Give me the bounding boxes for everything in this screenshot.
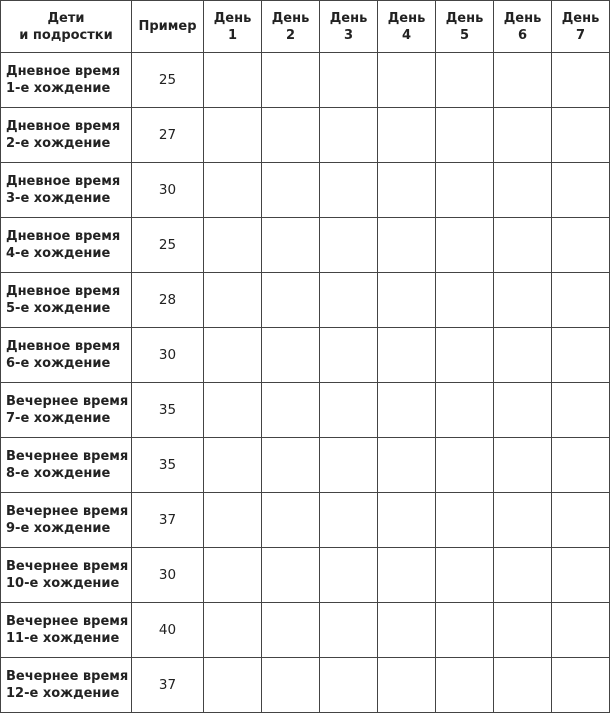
header-day-3 bbox=[320, 1, 378, 53]
row-walk: 10-е хождение bbox=[6, 576, 120, 591]
table-row bbox=[1, 328, 610, 383]
row-period: Вечернее время bbox=[6, 394, 129, 409]
row-walk: 9-е хождение bbox=[6, 521, 111, 536]
day-cell[interactable] bbox=[378, 493, 436, 548]
day-cell[interactable] bbox=[262, 603, 320, 658]
day-cell[interactable] bbox=[378, 218, 436, 273]
row-period: Вечернее время bbox=[6, 504, 129, 519]
header-day-number: 6 bbox=[517, 27, 528, 43]
row-example-value: 37 bbox=[132, 658, 204, 713]
day-cell[interactable] bbox=[494, 493, 552, 548]
day-cell[interactable] bbox=[262, 438, 320, 493]
row-example-value: 35 bbox=[132, 438, 204, 493]
day-cell[interactable] bbox=[262, 163, 320, 218]
day-cell[interactable] bbox=[494, 603, 552, 658]
day-cell[interactable] bbox=[320, 548, 378, 603]
day-cell[interactable] bbox=[494, 548, 552, 603]
row-label bbox=[1, 163, 132, 218]
row-period: Вечернее время bbox=[6, 449, 129, 464]
row-walk: 12-е хождение bbox=[6, 686, 120, 701]
header-day-number: 3 bbox=[343, 27, 354, 43]
day-cell[interactable] bbox=[378, 328, 436, 383]
day-cell[interactable] bbox=[204, 548, 262, 603]
day-cell[interactable] bbox=[552, 108, 610, 163]
row-walk: 11-е хождение bbox=[6, 631, 120, 646]
header-day-word: День bbox=[445, 10, 484, 26]
table-row bbox=[1, 53, 610, 108]
day-cell[interactable] bbox=[436, 438, 494, 493]
day-cell[interactable] bbox=[204, 53, 262, 108]
day-cell[interactable] bbox=[378, 273, 436, 328]
day-cell[interactable] bbox=[436, 603, 494, 658]
header-category bbox=[1, 1, 132, 53]
day-cell[interactable] bbox=[436, 108, 494, 163]
day-cell[interactable] bbox=[436, 53, 494, 108]
day-cell[interactable] bbox=[320, 328, 378, 383]
day-cell[interactable] bbox=[436, 163, 494, 218]
day-cell[interactable] bbox=[262, 383, 320, 438]
header-day-5 bbox=[436, 1, 494, 53]
day-cell[interactable] bbox=[204, 328, 262, 383]
day-cell[interactable] bbox=[552, 163, 610, 218]
row-walk: 6-е хождение bbox=[6, 356, 111, 371]
day-cell[interactable] bbox=[552, 438, 610, 493]
day-cell[interactable] bbox=[436, 218, 494, 273]
header-day-number: 7 bbox=[575, 27, 586, 43]
row-label bbox=[1, 273, 132, 328]
day-cell[interactable] bbox=[378, 108, 436, 163]
header-category-line: Дети bbox=[47, 10, 85, 26]
day-cell[interactable] bbox=[436, 548, 494, 603]
row-period: Дневное время bbox=[6, 174, 121, 189]
day-cell[interactable] bbox=[494, 658, 552, 713]
header-day-word: День bbox=[271, 10, 310, 26]
day-cell[interactable] bbox=[436, 328, 494, 383]
row-example-value: 30 bbox=[132, 328, 204, 383]
day-cell[interactable] bbox=[494, 163, 552, 218]
row-example-value: 35 bbox=[132, 383, 204, 438]
table-row bbox=[1, 493, 610, 548]
header-day-6 bbox=[494, 1, 552, 53]
row-label bbox=[1, 328, 132, 383]
day-cell[interactable] bbox=[204, 603, 262, 658]
row-period: Дневное время bbox=[6, 119, 121, 134]
day-cell[interactable] bbox=[320, 658, 378, 713]
day-cell[interactable] bbox=[494, 438, 552, 493]
row-walk: 2-е хождение bbox=[6, 136, 111, 151]
header-day-1 bbox=[204, 1, 262, 53]
row-walk: 4-е хождение bbox=[6, 246, 111, 261]
row-period: Дневное время bbox=[6, 229, 121, 244]
row-label bbox=[1, 108, 132, 163]
header-row bbox=[1, 1, 610, 53]
day-cell[interactable] bbox=[552, 493, 610, 548]
header-day-word: День bbox=[503, 10, 542, 26]
row-walk: 8-е хождение bbox=[6, 466, 111, 481]
day-cell[interactable] bbox=[204, 383, 262, 438]
day-cell[interactable] bbox=[494, 383, 552, 438]
row-example-value: 25 bbox=[132, 53, 204, 108]
day-cell[interactable] bbox=[494, 53, 552, 108]
row-example-value: 25 bbox=[132, 218, 204, 273]
day-cell[interactable] bbox=[378, 163, 436, 218]
row-example-value: 40 bbox=[132, 603, 204, 658]
header-day-number: 5 bbox=[459, 27, 470, 43]
row-example-value: 28 bbox=[132, 273, 204, 328]
table-row bbox=[1, 218, 610, 273]
day-cell[interactable] bbox=[320, 438, 378, 493]
day-cell[interactable] bbox=[494, 328, 552, 383]
day-cell[interactable] bbox=[204, 273, 262, 328]
row-example-value: 37 bbox=[132, 493, 204, 548]
row-label bbox=[1, 383, 132, 438]
day-cell[interactable] bbox=[552, 273, 610, 328]
header-day-2 bbox=[262, 1, 320, 53]
day-cell[interactable] bbox=[262, 53, 320, 108]
row-period: Вечернее время bbox=[6, 614, 129, 629]
row-label bbox=[1, 438, 132, 493]
day-cell[interactable] bbox=[552, 658, 610, 713]
day-cell[interactable] bbox=[320, 273, 378, 328]
header-day-word: День bbox=[329, 10, 368, 26]
day-cell[interactable] bbox=[320, 53, 378, 108]
row-label bbox=[1, 603, 132, 658]
day-cell[interactable] bbox=[262, 328, 320, 383]
day-cell[interactable] bbox=[320, 603, 378, 658]
row-walk: 3-е хождение bbox=[6, 191, 111, 206]
day-cell[interactable] bbox=[378, 603, 436, 658]
row-period: Вечернее время bbox=[6, 559, 129, 574]
day-cell[interactable] bbox=[204, 438, 262, 493]
day-cell[interactable] bbox=[436, 273, 494, 328]
day-cell[interactable] bbox=[436, 493, 494, 548]
row-label bbox=[1, 218, 132, 273]
day-cell[interactable] bbox=[320, 218, 378, 273]
day-cell[interactable] bbox=[320, 383, 378, 438]
table-row bbox=[1, 603, 610, 658]
row-period: Дневное время bbox=[6, 339, 121, 354]
day-cell[interactable] bbox=[378, 548, 436, 603]
row-period: Дневное время bbox=[6, 284, 121, 299]
day-cell[interactable] bbox=[204, 493, 262, 548]
row-label bbox=[1, 53, 132, 108]
day-cell[interactable] bbox=[320, 163, 378, 218]
day-cell[interactable] bbox=[378, 53, 436, 108]
table-row bbox=[1, 658, 610, 713]
row-label bbox=[1, 493, 132, 548]
day-cell[interactable] bbox=[552, 603, 610, 658]
day-cell[interactable] bbox=[262, 658, 320, 713]
day-cell[interactable] bbox=[378, 438, 436, 493]
header-category-line: и подростки bbox=[19, 27, 113, 43]
day-cell[interactable] bbox=[320, 108, 378, 163]
header-day-word: День bbox=[561, 10, 600, 26]
day-cell[interactable] bbox=[494, 273, 552, 328]
day-cell[interactable] bbox=[552, 53, 610, 108]
header-day-number: 4 bbox=[401, 27, 412, 43]
table-row bbox=[1, 163, 610, 218]
day-cell[interactable] bbox=[378, 658, 436, 713]
row-label bbox=[1, 548, 132, 603]
day-cell[interactable] bbox=[262, 273, 320, 328]
table-row bbox=[1, 273, 610, 328]
day-cell[interactable] bbox=[378, 383, 436, 438]
day-cell[interactable] bbox=[262, 493, 320, 548]
day-cell[interactable] bbox=[436, 658, 494, 713]
row-example-value: 30 bbox=[132, 163, 204, 218]
day-cell[interactable] bbox=[262, 218, 320, 273]
header-day-word: День bbox=[213, 10, 252, 26]
day-cell[interactable] bbox=[204, 108, 262, 163]
header-day-4 bbox=[378, 1, 436, 53]
day-cell[interactable] bbox=[262, 108, 320, 163]
day-cell[interactable] bbox=[320, 493, 378, 548]
header-day-7 bbox=[552, 1, 610, 53]
row-example-value: 30 bbox=[132, 548, 204, 603]
day-cell[interactable] bbox=[204, 218, 262, 273]
day-cell[interactable] bbox=[204, 163, 262, 218]
day-cell[interactable] bbox=[262, 548, 320, 603]
day-cell[interactable] bbox=[552, 548, 610, 603]
day-cell[interactable] bbox=[436, 383, 494, 438]
row-walk: 7-е хождение bbox=[6, 411, 111, 426]
row-walk: 5-е хождение bbox=[6, 301, 111, 316]
header-day-number: 1 bbox=[227, 27, 238, 43]
day-cell[interactable] bbox=[552, 328, 610, 383]
day-cell[interactable] bbox=[552, 383, 610, 438]
row-example-value: 27 bbox=[132, 108, 204, 163]
header-day-word: День bbox=[387, 10, 426, 26]
table-row bbox=[1, 383, 610, 438]
table-row bbox=[1, 108, 610, 163]
header-day-number: 2 bbox=[285, 27, 296, 43]
day-cell[interactable] bbox=[494, 218, 552, 273]
row-label bbox=[1, 658, 132, 713]
table-row bbox=[1, 438, 610, 493]
row-period: Вечернее время bbox=[6, 669, 129, 684]
day-cell[interactable] bbox=[552, 218, 610, 273]
table-row bbox=[1, 548, 610, 603]
day-cell[interactable] bbox=[204, 658, 262, 713]
row-walk: 1-е хождение bbox=[6, 81, 111, 96]
row-period: Дневное время bbox=[6, 64, 121, 79]
day-cell[interactable] bbox=[494, 108, 552, 163]
header-example: Пример bbox=[132, 1, 204, 53]
